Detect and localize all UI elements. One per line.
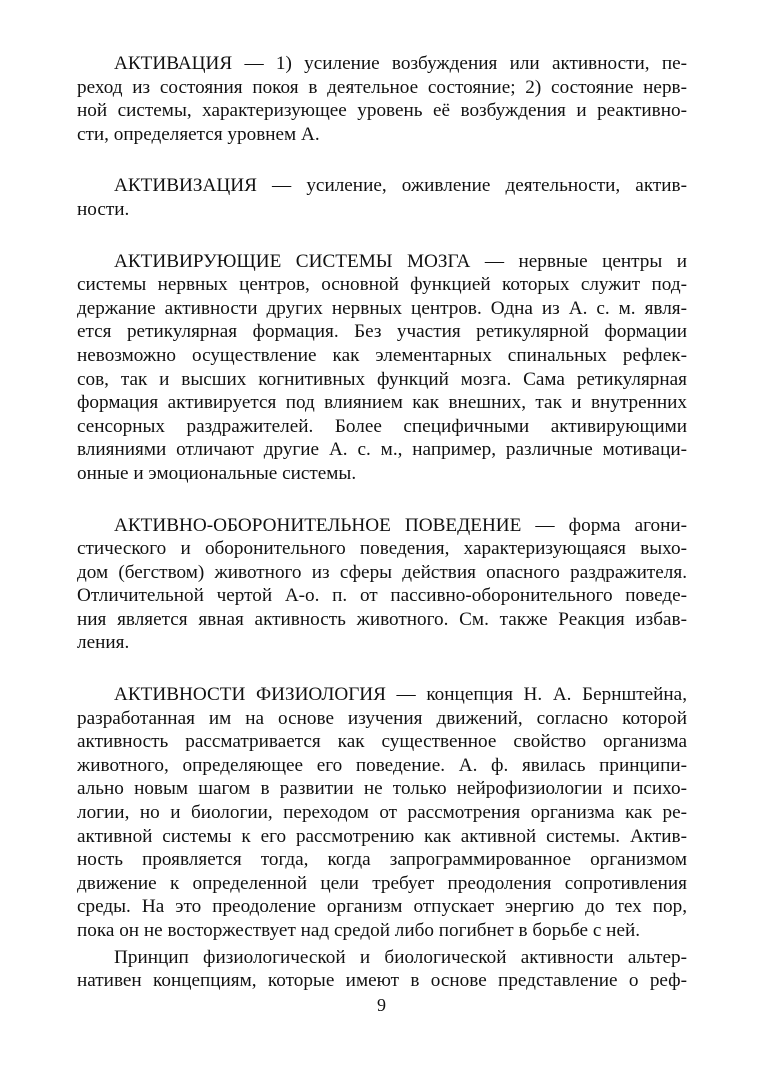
text-line: невозможно осуществление как элементарных спинальных рефлек- [77,344,687,366]
text-line: нативен концепциям, которые имеют в основе представление о реф- [77,970,687,992]
entry-aktivatsiya [77,52,687,146]
text-line: логии, но и биологии, переходом от рассмотрения организма как ре- [77,802,687,824]
text-line: сти, определяется уровнем А. [77,123,320,145]
entry-aktivno-oboronitelnoe-povedenie [77,514,687,656]
text-line: ления. [77,632,130,654]
entry-aktivnosti-fiziologiya [77,683,687,943]
text-line: АКТИВНОСТИ ФИЗИОЛОГИЯ — концепция Н. А. Бернштейна, [114,684,687,706]
text-line: ния является явная активность животного. См. также Реакция избав- [77,608,687,630]
text-line: пока он не восторжествует над средой либо погибнет в борьбе с ней. [77,920,641,941]
text-line: реход из состояния покоя в деятельное состояние; 2) состояние нерв- [77,76,687,98]
text-line: сов, так и высших когнитивных функций мозга. Сама ретикулярная [77,368,687,390]
text-line: среды. На это преодоление организм отпускает энергию до тех пор, [77,896,687,918]
text-line: дом (бегством) животного из сферы действия опасного раздражителя. [77,561,687,583]
page-number: 9 [377,995,386,1015]
text-line: сенсорных раздражителей. Более специфичными активирующими [77,415,687,437]
text-line: ности. [77,198,130,220]
text-line: Принцип физиологической и биологической активности альтер- [114,946,687,968]
text-line: животного, определяющее его поведение. А. ф. явилась принципи- [77,754,687,776]
text-line: движение к определенной цели требует преодоления сопротивления [77,872,687,894]
text-line: активной системы к его рассмотрению как активной системы. Актив- [77,825,687,847]
text-line: ется ретикулярная формация. Без участия ретикулярной формации [77,321,687,343]
text-line: держание активности других нервных центров. Одна из А. с. м. явля- [77,297,687,319]
text-line: стического и оборонительного поведения, характеризующаяся выхо- [77,538,687,560]
text-line: ально новым шагом в развитии не только нейрофизиологии и психо- [77,778,687,800]
text-line: разработанная им на основе изучения движений, согласно которой [77,707,687,729]
text-line: влияниями отличают другие А. с. м., например, различные мотиваци- [77,439,687,461]
text-line: системы нервных центров, основной функцией которых служит под- [77,274,687,296]
text-line: ной системы, характеризующее уровень её возбуждения и реактивно- [77,100,687,122]
page-body [77,52,687,1021]
text-line: АКТИВИРУЮЩИЕ СИСТЕМЫ МОЗГА — нервные центры и [114,250,687,272]
text-line: активность рассматривается как существенное свойство организма [77,731,687,753]
paragraph-printsip-aktivnosti [77,946,687,993]
text-line: онные и эмоциональные системы. [77,462,357,484]
text-line: АКТИВНО-ОБОРОНИТЕЛЬНОЕ ПОВЕДЕНИЕ — форма агони- [114,514,687,536]
entry-aktiviruyushchie-sistemy-mozga [77,250,687,486]
text-line: ность проявляется тогда, когда запрограммированное организмом [77,849,687,871]
text-line: Отличительной чертой А-о. п. от пассивно-оборонительного поведе- [77,585,687,607]
text-line: формация активируется под влиянием как внешних, так и внутренних [77,392,687,414]
text-line: АКТИВАЦИЯ — 1) усиление возбуждения или активности, пе- [114,53,687,74]
entry-aktivizatsiya [77,174,687,221]
text-line: АКТИВИЗАЦИЯ — усиление, оживление деятельности, актив- [114,175,687,197]
